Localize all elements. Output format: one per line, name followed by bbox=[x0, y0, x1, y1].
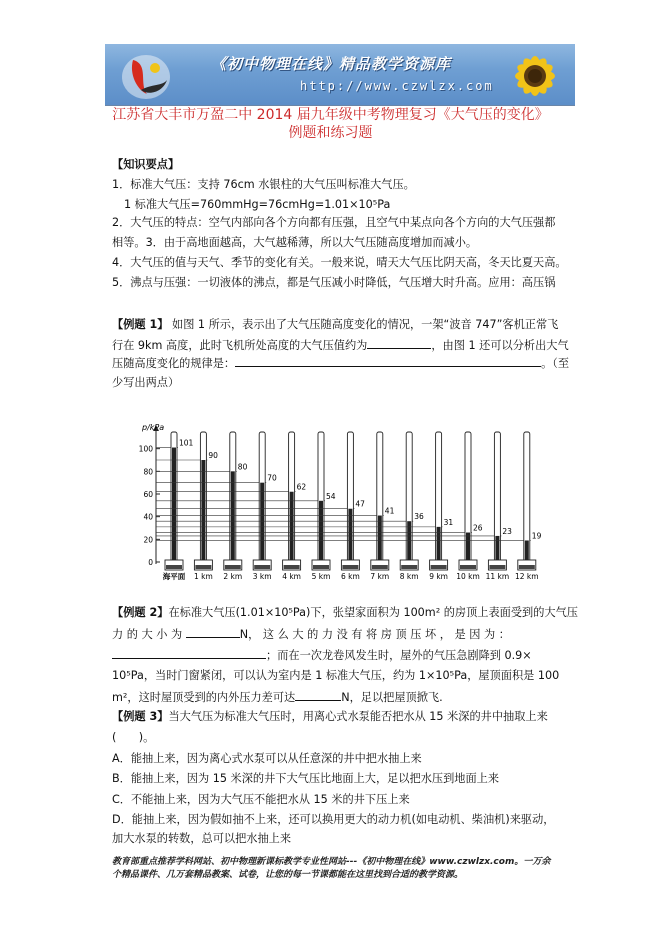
footer-line-1: 教育部重点推荐学科网站、初中物理新课标教学专业性网站---《初中物理在线》www.czwlzx.com。一万余 bbox=[112, 857, 551, 867]
category-label: 12 km bbox=[515, 572, 539, 581]
option-d: D．能抽上来，因为假如抽不上来，还可以换用更大的动力机(如电动机、柴油机)来驱动， bbox=[112, 813, 555, 826]
mercury-pool bbox=[489, 565, 505, 569]
category-label: 3 km bbox=[252, 572, 272, 581]
example-2-line-1: 【例题 2】在标准大气压(1.01×10⁵Pa)下，张望家面积为 100m² 的房顶上表面受到的大气压 bbox=[112, 606, 578, 619]
category-label: 海平面 bbox=[162, 572, 186, 581]
mercury-pool bbox=[460, 565, 476, 569]
answer-blank[interactable] bbox=[295, 690, 341, 701]
example-1-line-3: 压随高度变化的规律是： 。（至 bbox=[112, 357, 570, 370]
mercury-column bbox=[319, 501, 323, 562]
category-label: 7 km bbox=[370, 572, 390, 581]
category-label: 2 km bbox=[223, 572, 243, 581]
value-label: 90 bbox=[208, 451, 218, 460]
mercury-column bbox=[172, 448, 176, 562]
mercury-pool bbox=[372, 565, 388, 569]
knowledge-line-2: 1 标准大气压=760mmHg=76cmHg=1.01×10⁵Pa bbox=[124, 198, 391, 211]
mercury-pool bbox=[195, 565, 211, 569]
value-label: 80 bbox=[237, 462, 248, 472]
value-label: 41 bbox=[384, 506, 395, 516]
answer-blank[interactable] bbox=[112, 648, 266, 659]
option-b: B．能抽上来，因为 15 米深的井下大气压比地面上大，足以把水压到地面上来 bbox=[112, 772, 500, 785]
mercury-pool bbox=[519, 565, 535, 569]
example-3-label: 【例题 3】 bbox=[112, 710, 169, 723]
header-banner bbox=[105, 44, 575, 106]
knowledge-line-5: 4．大气压的值与天气、季节的变化有关。一般来说，晴天大气压比阴天高，冬天比夏天高。 bbox=[112, 256, 567, 269]
value-label: 31 bbox=[443, 517, 454, 527]
mercury-column bbox=[437, 527, 441, 562]
mercury-column bbox=[348, 509, 352, 562]
banner-title: 《初中物理在线》精品教学资源库 bbox=[211, 55, 452, 73]
y-tick-label: 0 bbox=[148, 558, 153, 567]
category-label: 1 km bbox=[193, 572, 213, 581]
value-label: 36 bbox=[414, 512, 424, 522]
y-tick-label: 100 bbox=[138, 444, 153, 454]
mercury-pool bbox=[284, 565, 300, 569]
value-label: 101 bbox=[179, 438, 194, 448]
footer-line-2: 个精品课件、几万套精品教案、试卷，让您的每一节课都能在这里找到合适的教学资源。 bbox=[112, 870, 464, 880]
mercury-pool bbox=[401, 565, 417, 569]
pressure-altitude-chart bbox=[128, 420, 548, 582]
mercury-column bbox=[201, 460, 205, 562]
y-axis-label: p/kPa bbox=[142, 423, 165, 432]
mercury-pool bbox=[225, 565, 241, 569]
category-label: 5 km bbox=[311, 572, 331, 581]
example-1-line-4: 少写出两点） bbox=[112, 376, 180, 389]
example-2-line-4: 10⁵Pa，当时门窗紧闭，可以认为室内是 1 标准大气压，约为 1×10⁵Pa，屋顶面积是 100 bbox=[112, 669, 560, 682]
value-label: 47 bbox=[355, 499, 365, 509]
mercury-column bbox=[495, 536, 499, 562]
mercury-pool bbox=[342, 565, 358, 569]
example-2-label: 【例题 2】 bbox=[112, 606, 169, 619]
example-3-line-2: ( )。 bbox=[112, 731, 155, 744]
category-label: 6 km bbox=[340, 572, 360, 581]
banner-url: http://www.czwlzx.com bbox=[300, 79, 494, 93]
knowledge-line-4: 相等。3．由于高地面越高，大气越稀薄，所以大气压随高度增加而减小。 bbox=[112, 236, 478, 249]
value-label: 54 bbox=[326, 491, 336, 501]
mercury-column bbox=[525, 540, 529, 562]
value-label: 62 bbox=[296, 482, 307, 492]
site-logo-icon bbox=[119, 50, 173, 102]
page-subtitle: 例题和练习题 bbox=[288, 125, 373, 141]
mercury-pool bbox=[431, 565, 447, 569]
example-2-line-2: 力 的 大 小 为 N， 这 么 大 的 力 没 有 将 房 顶 压 坏 ， 是 因 为 ： bbox=[112, 628, 510, 641]
example-1-line-1: 【例题 1】 如图 1 所示，表示出了大气压随高度变化的情况，一架“波音 747”客机正常飞 bbox=[112, 318, 559, 331]
y-tick-label: 80 bbox=[143, 467, 153, 477]
category-label: 4 km bbox=[282, 572, 302, 581]
answer-blank[interactable] bbox=[235, 356, 541, 367]
knowledge-line-3: 2．大气压的特点：空气内部向各个方向都有压强，且空气中某点向各个方向的大气压强都 bbox=[112, 216, 556, 229]
mercury-column bbox=[231, 471, 235, 562]
category-label: 8 km bbox=[399, 572, 419, 581]
mercury-column bbox=[378, 516, 382, 562]
answer-blank[interactable] bbox=[186, 627, 240, 638]
sunflower-icon bbox=[495, 46, 571, 104]
value-label: 19 bbox=[531, 531, 542, 541]
value-label: 23 bbox=[502, 526, 512, 536]
option-a: A．能抽上来，因为离心式水泵可以从任意深的井中把水抽上来 bbox=[112, 752, 422, 765]
value-label: 26 bbox=[473, 523, 483, 533]
mercury-column bbox=[407, 521, 411, 562]
category-label: 9 km bbox=[429, 572, 449, 581]
section-heading: 【知识要点】 bbox=[112, 158, 180, 171]
mercury-pool bbox=[166, 565, 182, 569]
y-tick-label: 40 bbox=[143, 512, 153, 522]
example-2-line-3: ；而在一次龙卷风发生时，屋外的气压急剧降到 0.9× bbox=[112, 648, 532, 663]
knowledge-line-6: 5．沸点与压强：一切液体的沸点，都是气压减小时降低，气压增大时升高。应用：高压锅 bbox=[112, 276, 556, 289]
y-tick-label: 20 bbox=[143, 535, 153, 545]
mercury-pool bbox=[313, 565, 329, 569]
category-label: 11 km bbox=[485, 572, 510, 581]
option-c: C．不能抽上来，因为大气压不能把水从 15 米的井下压上来 bbox=[112, 793, 410, 806]
example-1-label: 【例题 1】 bbox=[112, 318, 169, 331]
y-tick-label: 60 bbox=[143, 490, 153, 499]
mercury-column bbox=[466, 533, 470, 562]
mercury-pool bbox=[254, 565, 270, 569]
mercury-column bbox=[260, 483, 264, 562]
example-3-line-1: 【例题 3】当大气压为标准大气压时，用离心式水泵能否把水从 15 米深的井中抽取上来 bbox=[112, 710, 548, 723]
answer-blank[interactable] bbox=[367, 338, 431, 349]
knowledge-line-1: 1．标准大气压：支持 76cm 水银柱的大气压叫标准大气压。 bbox=[112, 178, 415, 191]
value-label: 70 bbox=[267, 473, 277, 483]
page-title: 江苏省大丰市万盈二中 2014 届九年级中考物理复习《大气压的变化》 bbox=[112, 107, 549, 123]
example-2-line-5: m²，这时屋顶受到的内外压力差可达 N，足以把屋顶掀飞. bbox=[112, 691, 443, 704]
category-label: 10 km bbox=[456, 572, 480, 581]
example-1-line-2: 行在 9km 高度，此时飞机所处高度的大气压值约为 ，由图 1 还可以分析出大气 bbox=[112, 339, 569, 352]
option-d-continued: 加大水泵的转数，总可以把水抽上来 bbox=[112, 832, 292, 845]
